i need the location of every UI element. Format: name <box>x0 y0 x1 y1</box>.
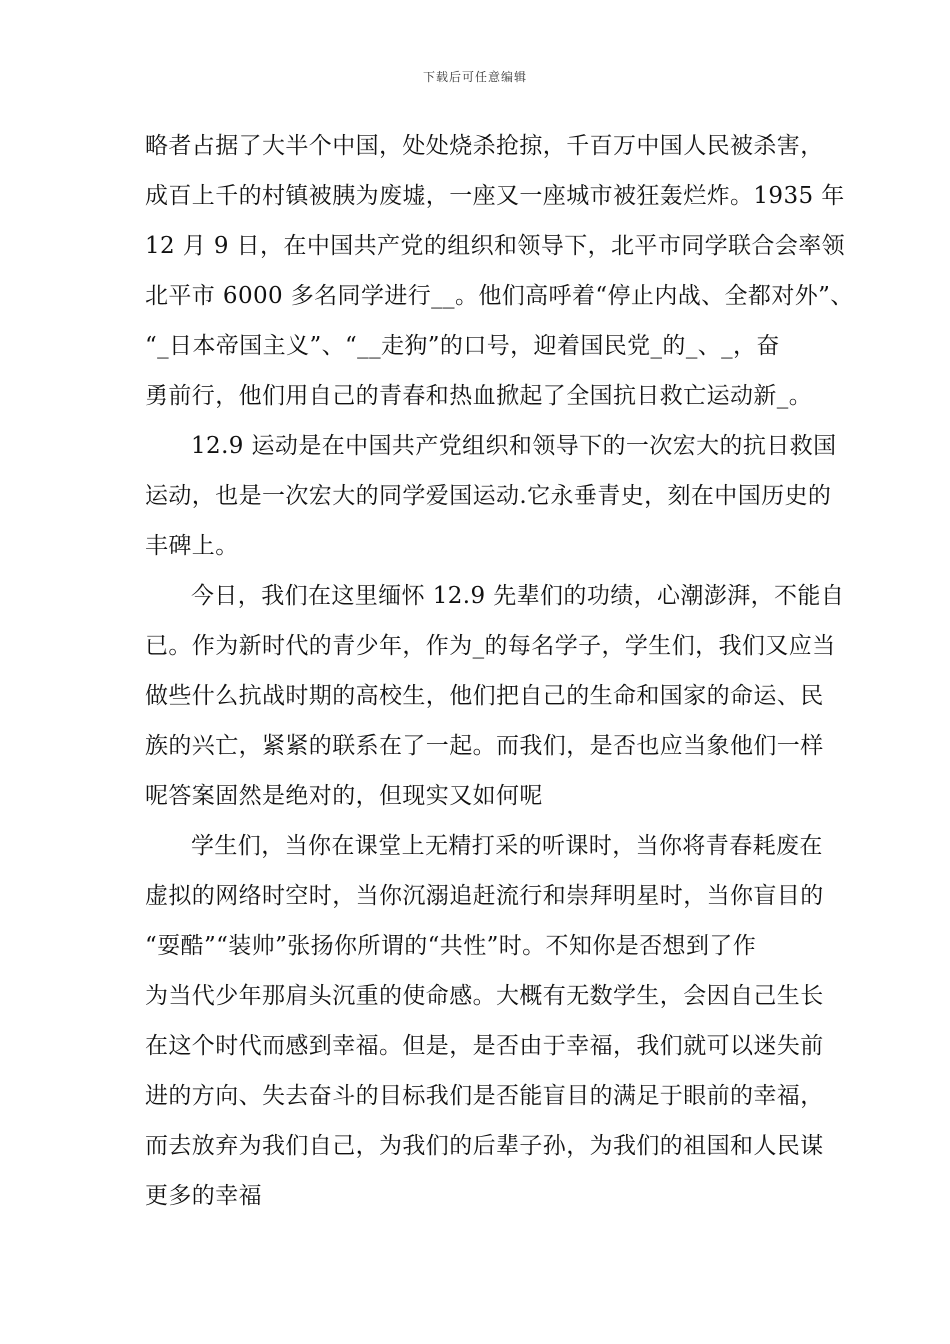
text-line: 12 月 9 日，在中国共产党的组织和领导下，北平市同学联合会率领 <box>145 233 846 259</box>
text-line: 略者占据了大半个中国，处处烧杀抢掠，千百万中国人民被杀害， <box>145 133 824 159</box>
text-line: 族的兴亡，紧紧的联系在了一起。而我们，是否也应当象他们一样 <box>145 733 824 759</box>
text-line: 已。作为新时代的青少年，作为_的每名学子，学生们，我们又应当 <box>145 633 836 659</box>
text-line: 为当代少年那肩头沉重的使命感。大概有无数学生，会因自己生长 <box>145 983 824 1009</box>
text-line: “耍酷”“装帅”张扬你所谓的“共性”时。不知你是否想到了作 <box>145 933 757 959</box>
text-line: 呢答案固然是绝对的，但现实又如何呢 <box>145 783 543 809</box>
text-line: 在这个时代而感到幸福。但是，是否由于幸福，我们就可以迷失前 <box>145 1033 824 1059</box>
text-line: 而去放弃为我们自己，为我们的后辈子孙，为我们的祖国和人民谋 <box>145 1133 824 1159</box>
text-line: 更多的幸福 <box>145 1183 262 1209</box>
text-line: 做些什么抗战时期的高校生，他们把自己的生命和国家的命运、民 <box>145 683 824 709</box>
text-line: 勇前行，他们用自己的青春和热血掀起了全国抗日救亡运动新_。 <box>145 383 813 409</box>
document-body <box>145 132 854 1232</box>
text-line: 北平市 6000 多名同学进行__。他们高呼着“停止内战、全都对外”、 <box>145 283 854 309</box>
text-line: 12.9 运动是在中国共产党组织和领导下的一次宏大的抗日救国 <box>191 433 837 459</box>
text-line: 虚拟的网络时空时，当你沉溺追赶流行和崇拜明星时，当你盲目的 <box>145 883 824 909</box>
page-header: 下载后可任意编辑 <box>422 70 527 84</box>
text-line: 学生们，当你在课堂上无精打采的听课时，当你将青春耗废在 <box>191 833 823 859</box>
text-line: 运动，也是一次宏大的同学爱国运动.它永垂青史，刻在中国历史的 <box>145 483 832 509</box>
text-line: 丰碑上。 <box>145 533 239 559</box>
text-line: 进的方向、失去奋斗的目标我们是否能盲目的满足于眼前的幸福， <box>145 1083 824 1109</box>
text-line: 成百上千的村镇被胰为废墟，一座又一座城市被狂轰烂炸。1935 年 <box>145 183 845 209</box>
text-line: 今日，我们在这里缅怀 12.9 先辈们的功绩，心潮澎湃，不能自 <box>191 583 845 609</box>
text-line: “_日本帝国主义”、“__走狗”的口号，迎着国民党_的_、_，奋 <box>145 333 780 359</box>
